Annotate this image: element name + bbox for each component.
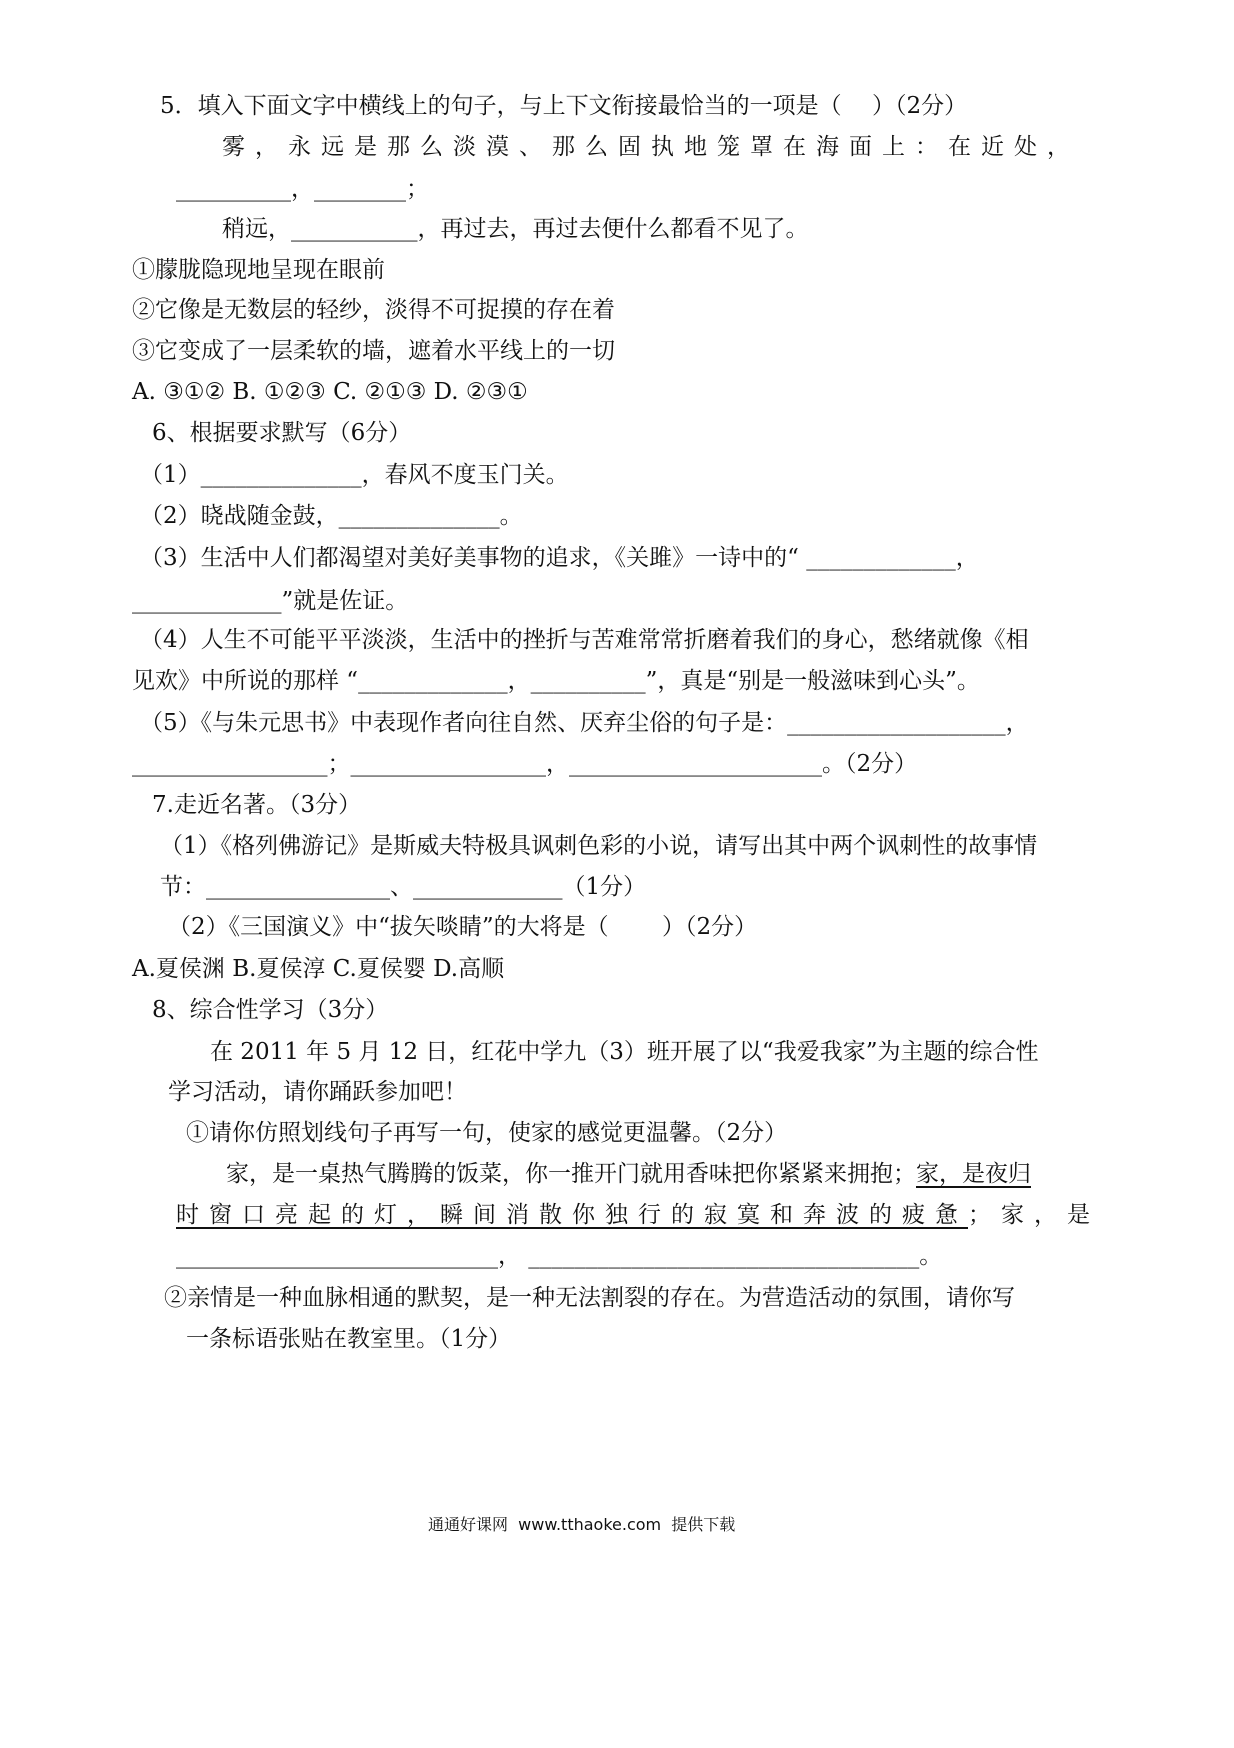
q5-passage-line1: 雾，永远是那么淡漠、那么固执地笼罩在海面上：在近处， — [222, 134, 1080, 160]
q8-answer-line: ____________________________， __________________________________。 — [176, 1243, 943, 1269]
q8-task-1: ①请你仿照划线句子再写一句，使家的感觉更温馨。（2分） — [186, 1120, 788, 1146]
q8-task-2-line2: 一条标语张贴在教室里。（1分） — [186, 1326, 512, 1352]
q6-item-5-line2: _________________；_________________，______________________。（2分） — [132, 751, 918, 777]
q7-item-2: （2）《三国演义》中“拔矢啖睛”的大将是（ ）（2分） — [168, 914, 758, 940]
q7-title: 7.走近名著。（3分） — [152, 792, 362, 818]
q8-intro-line2: 学习活动，请你踊跃参加吧！ — [168, 1079, 467, 1105]
q6-item-1: （1）______________，春风不度玉门关。 — [140, 462, 569, 488]
q8-example-underlined-start: 家，是夜归 — [916, 1161, 1031, 1187]
q8-task-2-line1: ②亲情是一种血脉相通的默契，是一种无法割裂的存在。为营造活动的氛围，请你写 — [164, 1285, 1015, 1311]
q5-option-2: ②它像是无数层的轻纱，淡得不可捉摸的存在着 — [132, 297, 615, 323]
q5-title: 5．填入下面文字中横线上的句子，与上下文衔接最恰当的一项是（ ）（2分） — [160, 93, 968, 119]
q8-example-line2 — [176, 1202, 1100, 1230]
q8-intro-line1: 在 2011 年 5 月 12 日，红花中学九（3）班开展了以“我爱我家”为主题的综合性 — [210, 1039, 1039, 1065]
q6-item-2: （2）晓战随金鼓，______________。 — [140, 503, 523, 529]
q6-item-4-line1: （4）人生不可能平平淡淡，生活中的挫折与苦难常常折磨着我们的身心，愁绪就像《相 — [140, 627, 1029, 653]
q8-example-rest: ；家，是 — [968, 1202, 1100, 1228]
q5-passage-line2: __________，________； — [176, 176, 429, 202]
q6-item-5-line1: （5）《与朱元思书》中表现作者向往自然、厌弃尘俗的句子是：___________________， — [140, 710, 1029, 736]
q5-choices: A. ③①② B. ①②③ C. ②①③ D. ②③① — [132, 379, 528, 405]
q5-option-1: ①朦胧隐现地呈现在眼前 — [132, 257, 385, 283]
q8-example-plain: 家，是一桌热气腾腾的饭菜，你一推开门就用香味把你紧紧来拥抱； — [226, 1161, 916, 1187]
q7-item-1-line2: 节：________________、_____________（1分） — [160, 874, 647, 900]
q7-choices: A.夏侯渊 B.夏侯淳 C.夏侯婴 D.高顺 — [132, 956, 505, 982]
q6-item-4-line2: 见欢》中所说的那样 “_____________，__________”，真是“别是一般滋味到心头”。 — [132, 668, 980, 694]
q7-item-1-line1: （1）《格列佛游记》是斯威夫特极具讽刺色彩的小说，请写出其中两个讽刺性的故事情 — [160, 833, 1038, 859]
q5-option-3: ③它变成了一层柔软的墙，遮着水平线上的一切 — [132, 338, 615, 364]
q8-example-line1 — [226, 1161, 1031, 1189]
q8-title: 8、综合性学习（3分） — [152, 997, 389, 1023]
q8-example-underlined-end: 时窗口亮起的灯，瞬间消散你独行的寂寞和奔波的疲惫 — [176, 1202, 968, 1228]
q6-item-3-line1: （3）生活中人们都渴望对美好美事物的追求，《关雎》一诗中的“ _____________， — [140, 545, 979, 571]
q5-passage-line3: 稍远，___________，再过去，再过去便什么都看不见了。 — [222, 216, 809, 242]
q6-item-3-line2: _____________”就是佐证。 — [132, 588, 409, 614]
page-footer: 通通好课网 www.tthaoke.com 提供下载 — [428, 1515, 736, 1534]
q6-title: 6、根据要求默写（6分） — [152, 420, 412, 446]
